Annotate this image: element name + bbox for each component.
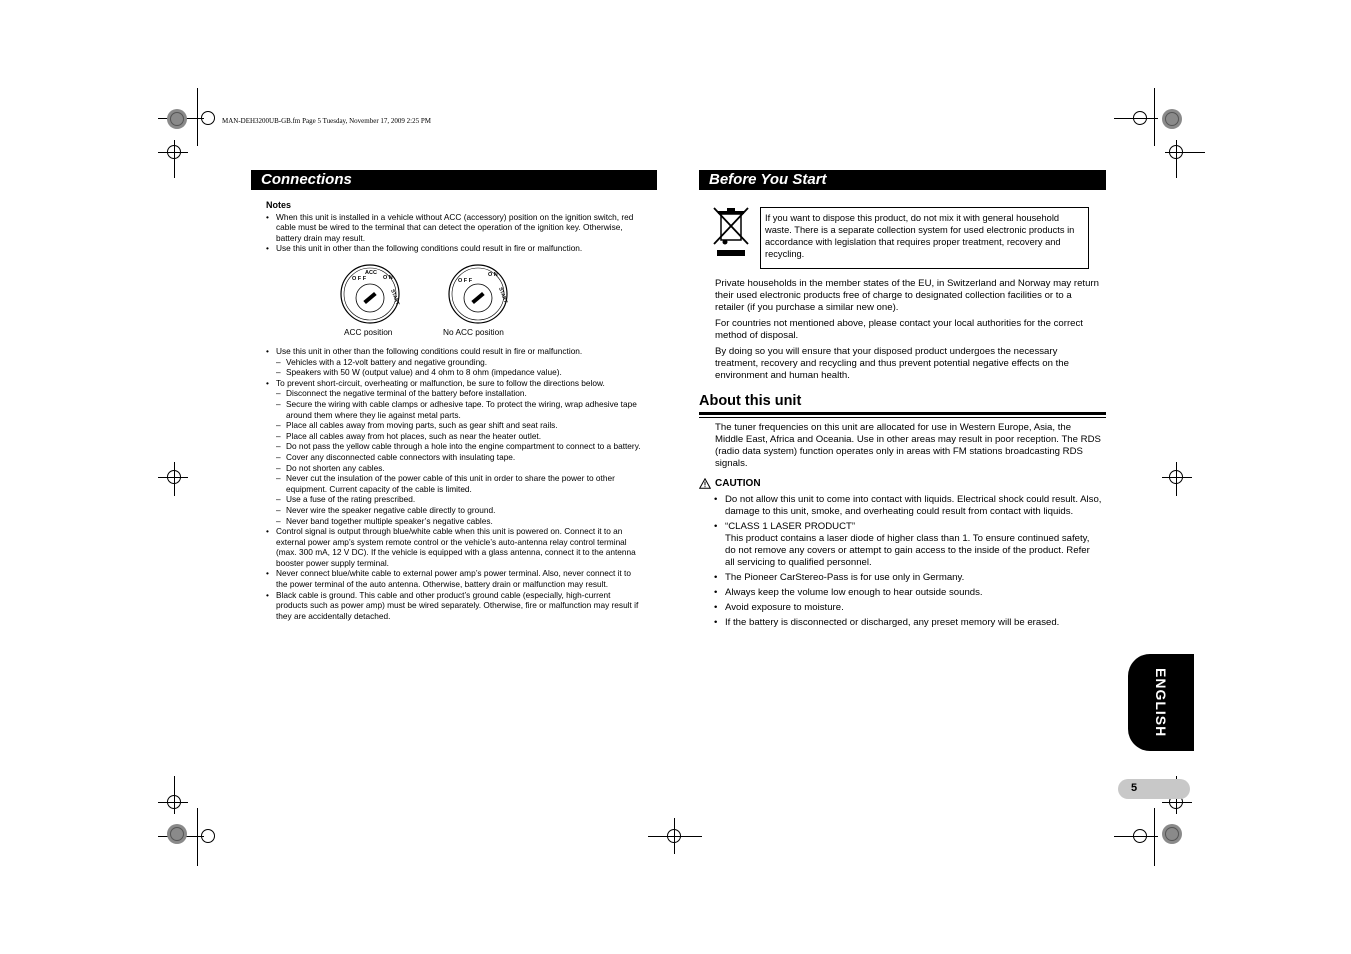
sub-item: – Cover any disconnected cable connectors with insulating tape.: [276, 452, 644, 463]
connections-notes: [266, 200, 646, 254]
sub-item: – Never wire the speaker negative cable directly to ground.: [276, 505, 644, 516]
noacc-dial-icon: [449, 265, 508, 323]
disposal-paragraphs: [715, 278, 1101, 382]
sub-item: – Vehicles with a 12-volt battery and negative grounding.: [276, 357, 644, 368]
about-rule-thin: [699, 417, 1106, 418]
caution-label: CAUTION: [715, 478, 761, 489]
about-title: About this unit: [699, 393, 802, 409]
about-heading-block: [699, 392, 1106, 418]
weee-bin-icon: [712, 206, 750, 258]
list-item: • Control signal is output through blue/white cable when this unit is powered on. Connect it to an external power amp’s system remote control or the vehicle’s auto-antenna relay control terminal (max. 300 mA, 12 V DC). If the vehicle is equipped with a glass antenna, connect it to the antenna booster power supply terminal.: [266, 526, 644, 568]
caution-list: [714, 494, 1102, 632]
acc-caption: ACC position: [344, 327, 393, 337]
weee-bin-svg: [712, 206, 750, 258]
svg-text:ACC: ACC: [365, 270, 377, 276]
caution-item: • The Pioneer CarStereo-Pass is for use only in Germany.: [714, 572, 1102, 584]
sub-item: – Never band together multiple speaker’s negative cables.: [276, 516, 644, 527]
connections-list: [266, 346, 644, 621]
list-item: • Never connect blue/white cable to external power amp’s power terminal. Also, never connect it to the power terminal of the auto antenna. Otherwise, battery drain or malfunction may result.: [266, 568, 644, 589]
warning-triangle-icon: [699, 478, 711, 489]
sub-item: – Place all cables away from moving parts, such as gear shift and seat rails.: [276, 420, 644, 431]
weee-notice: If you want to dispose this product, do not mix it with general household waste. There is a separate collection system for used electronic products in accordance with legislation that requires proper treatment, recovery and recycling.: [760, 207, 1089, 269]
connections-title: Connections: [251, 170, 657, 190]
noacc-caption: No ACC position: [443, 327, 504, 337]
list-item: • Use this unit in other than the following conditions could result in fire or malfunction. – Vehicles with a 12-volt battery and negative grounding. – Speakers with 50 W (output value) and 4 ohm to 8 ohm (impedance value).: [266, 346, 644, 378]
note-item: • Use this unit in other than the following conditions could result in fire or malfunction.: [266, 243, 646, 254]
svg-text:O N: O N: [488, 272, 498, 278]
acc-dial-icon: [341, 265, 400, 323]
before-start-title: Before You Start: [699, 170, 1106, 190]
caution-item: • “CLASS 1 LASER PRODUCT” This product contains a laser diode of higher class than 1. To ensure continued safety, do not remove any covers or attempt to gain access to the inside of the product. Refer all servicing to qualified personnel.: [714, 521, 1102, 569]
page-number: 5: [1131, 782, 1138, 794]
caution-item: • Do not allow this unit to come into contact with liquids. Electrical shock could result. Also, damage to this unit, smoke, and overheating could result from contact with liquids.: [714, 494, 1102, 518]
paragraph: For countries not mentioned above, please contact your local authorities for the correct method of disposal.: [715, 318, 1083, 341]
sub-item: – Do not shorten any cables.: [276, 463, 644, 474]
sub-item: – Disconnect the negative terminal of the battery before installation.: [276, 388, 644, 399]
sub-item: – Use a fuse of the rating prescribed.: [276, 494, 644, 505]
file-header: MAN-DEH3200UB-GB.fm Page 5 Tuesday, November 17, 2009 2:25 PM: [222, 117, 431, 125]
svg-text:O F F: O F F: [352, 276, 367, 282]
list-item: • To prevent short-circuit, overheating or malfunction, be sure to follow the directions below. – Disconnect the negative terminal of the battery before installation. – Secure the wiring with cable clamps or adhesive tape. To protect the wiring, wrap adhesive tape around them where they lie against metal parts. – Place all cables away from moving parts, such as gear shift and seat rails. – Place all cables away from hot places, such as near the heater outlet. – Do not pass the yellow cable through a hole into the engine compartment to connect to a battery. – Cover any disconnected cable connectors with insulating tape. – Do not shorten any cables. – Never cut the insulation of the power cable of this unit in order to share the power to other equipment. Current capacity of the cable is limited. – Use a fuse of the rating prescribed. – Never wire the speaker negative cable directly to ground. – Never band together multiple speaker’s negative cables.: [266, 378, 644, 526]
page-number-badge: [1118, 779, 1190, 799]
svg-text:START: START: [389, 288, 401, 306]
sub-item: – Secure the wiring with cable clamps or adhesive tape. To protect the wiring, wrap adhesive tape around them where they lie against metal parts.: [276, 399, 644, 420]
list-item: • Black cable is ground. This cable and other product’s ground cable (especially, high-current products such as power amp) must be wired separately. Otherwise, fire or malfunction may result if they are accidentally detached.: [266, 590, 644, 622]
note-item: • When this unit is installed in a vehicle without ACC (accessory) position on the ignition switch, red cable must be wired to the terminal that can detect the operation of the ignition key. Otherwise, battery drain may result.: [266, 212, 646, 244]
svg-text:O N: O N: [383, 275, 393, 281]
paragraph: Private households in the member states of the EU, in Switzerland and Norway may return their used electronic products free of charge to designated collection facilities or to a retailer (if you purchase a similar new one).: [715, 278, 1099, 313]
about-rule: [699, 412, 1106, 415]
sub-item: – Speakers with 50 W (output value) and 4 ohm to 8 ohm (impedance value).: [276, 367, 644, 378]
caution-item: • Always keep the volume low enough to hear outside sounds.: [714, 587, 1102, 599]
caution-item: • Avoid exposure to moisture.: [714, 602, 1102, 614]
caution-item: • If the battery is disconnected or discharged, any preset memory will be erased.: [714, 617, 1102, 629]
paragraph: By doing so you will ensure that your disposed product undergoes the necessary treatment, recovery and recycling and thus prevent potential negative effects on the environment and human health.: [715, 346, 1069, 381]
about-paragraph: The tuner frequencies on this unit are allocated for use in Western Europe, Asia, the Middle East, Africa and Oceania. Use in other areas may result in poor reception. The RDS (radio data system) function operates only in areas with FM stations broadcasting RDS signals.: [715, 422, 1101, 469]
svg-text:O F F: O F F: [458, 278, 473, 284]
caution-heading: [699, 478, 761, 489]
notes-heading: Notes: [266, 200, 292, 210]
language-tab: [1128, 654, 1194, 751]
sub-item: – Do not pass the yellow cable through a hole into the engine compartment to connect to a battery.: [276, 441, 644, 452]
svg-text:START: START: [497, 286, 509, 304]
sub-item: – Never cut the insulation of the power cable of this unit in order to share the power to other equipment. Current capacity of the cable is limited.: [276, 473, 644, 494]
sub-item: – Place all cables away from hot places, such as near the heater outlet.: [276, 431, 644, 442]
language-tab-label: ENGLISH: [1153, 667, 1169, 738]
